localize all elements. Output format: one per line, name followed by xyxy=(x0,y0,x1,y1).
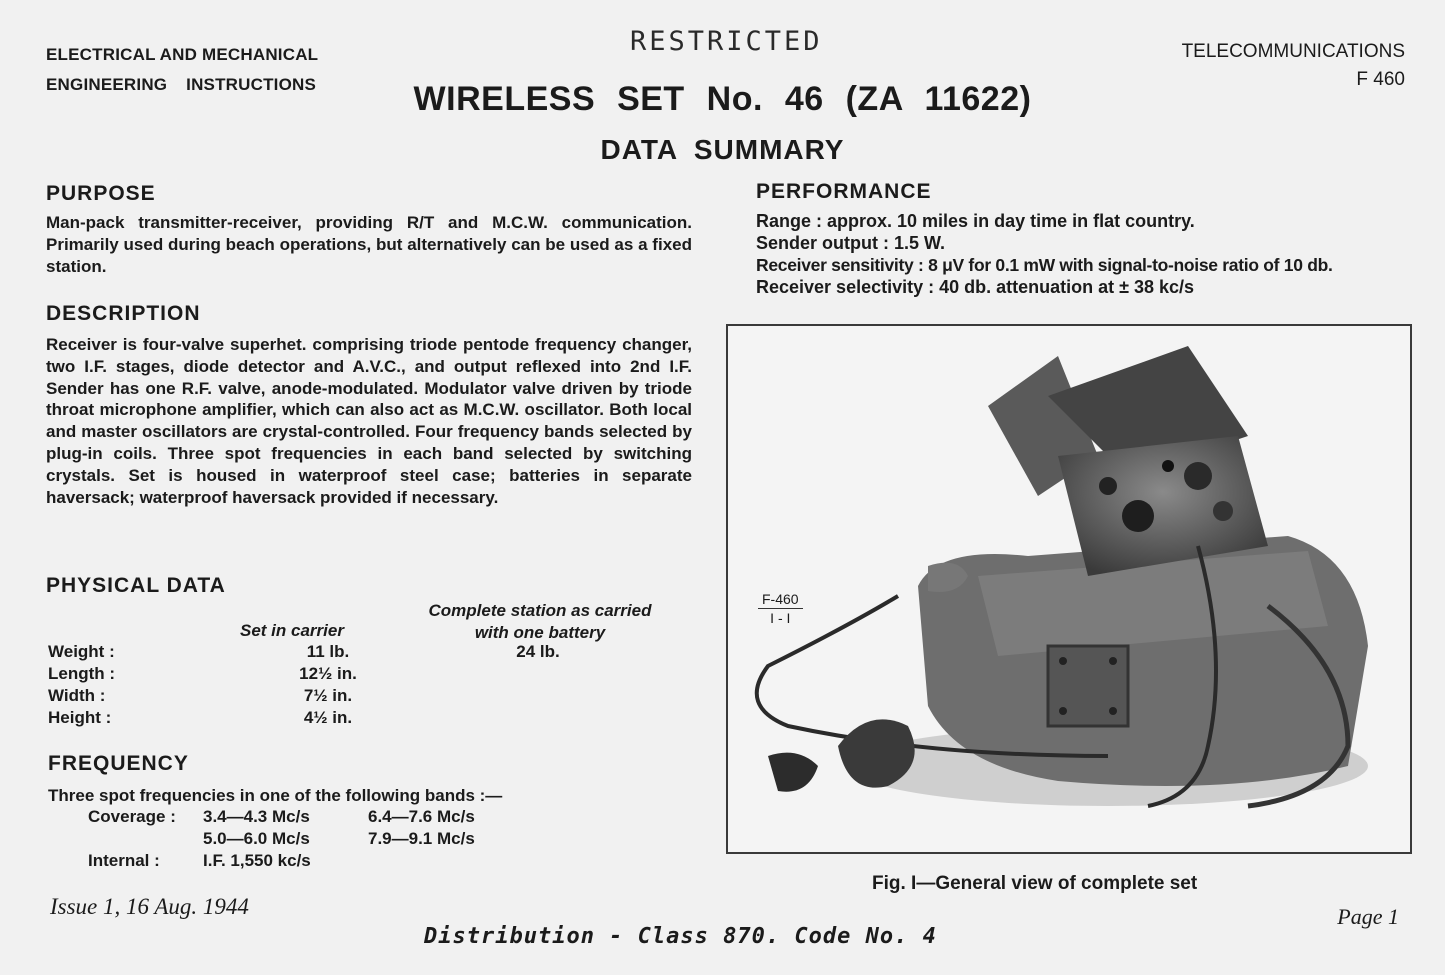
performance-heading: PERFORMANCE xyxy=(756,180,932,203)
document-title: WIRELESS SET No. 46 (ZA 11622) xyxy=(413,80,1032,118)
complete-station-header-line2: with one battery xyxy=(474,623,606,642)
frequency-heading: FREQUENCY xyxy=(48,752,189,775)
performance-section xyxy=(756,180,1416,298)
category-heading xyxy=(1182,38,1405,94)
physical-table xyxy=(48,642,648,730)
table-row xyxy=(48,664,648,686)
description-heading: DESCRIPTION xyxy=(46,302,201,325)
physical-heading: PHYSICAL DATA xyxy=(46,574,226,597)
table-row xyxy=(48,708,648,730)
figure-ref-top: F-460 xyxy=(758,590,803,609)
selectivity-line: Receiver selectivity : 40 db. attenuation at ± 38 kc/s xyxy=(756,277,1195,297)
internal-value: I.F. 1,550 kc/s xyxy=(203,851,311,870)
restricted-stamp: RESTRICTED xyxy=(630,26,823,57)
band-2: 6.4—7.6 Mc/s xyxy=(368,807,475,826)
internal-label: Internal : xyxy=(88,851,160,870)
row-complete-value xyxy=(428,664,648,686)
row-label: Width : xyxy=(48,686,106,705)
radio-set-photo xyxy=(728,326,1410,852)
figure-ref-bottom: I - I xyxy=(770,610,791,626)
row-complete-value xyxy=(428,686,648,708)
row-label: Weight : xyxy=(48,642,115,661)
figure-photo xyxy=(726,324,1412,854)
row-set-value: 12½ in. xyxy=(299,664,357,683)
frequency-intro: Three spot frequencies in one of the following bands :— xyxy=(48,786,503,805)
row-complete-value xyxy=(428,708,648,730)
distribution-line: Distribution - Class 870. Code No. 4 xyxy=(424,924,937,949)
document-subtitle: DATA SUMMARY xyxy=(600,134,845,165)
row-label: Height : xyxy=(48,708,112,727)
complete-station-header-line1: Complete station as carried xyxy=(428,601,652,620)
sensitivity-line: Receiver sensitivity : 8 μV for 0.1 mW with signal-to-noise ratio of 10 db. xyxy=(756,255,1333,275)
row-set-value: 11 lb. xyxy=(306,642,350,661)
figure-caption: Fig. I—General view of complete set xyxy=(872,873,1198,894)
band-4: 7.9—9.1 Mc/s xyxy=(368,829,475,848)
category-label: TELECOMMUNICATIONS xyxy=(1181,41,1405,62)
category-code: F 460 xyxy=(1356,69,1405,90)
range-line: Range : approx. 10 miles in day time in flat country. xyxy=(756,211,1195,231)
table-row xyxy=(48,686,648,708)
series-heading-line1: ELECTRICAL AND MECHANICAL xyxy=(46,45,319,64)
row-label: Length : xyxy=(48,664,116,683)
purpose-heading: PURPOSE xyxy=(46,182,156,205)
page-number: Page 1 xyxy=(1337,904,1399,929)
row-complete-value: 24 lb. xyxy=(516,642,560,661)
band-1: 3.4—4.3 Mc/s xyxy=(203,807,310,826)
purpose-text: Man-pack transmitter-receiver, providing R/T and M.C.W. communication. Primarily used during beach operations, but alternatively can be used as a fixed station. xyxy=(46,213,692,276)
description-section xyxy=(46,302,692,508)
row-set-value: 7½ in. xyxy=(303,686,353,705)
description-text: Receiver is four-valve superhet. comprising triode pentode frequency changer, two I.F. stages, diode detector and A.V.C., and output reflexed into 2nd I.F. Sender has one R.F. valve, anode-modulated. Modulator valve driven by triode throat microphone amplifier, which can also act as M.C.W. oscillator. Both local and master oscillators are crystal-controlled. Four frequency bands selected by plug-in coils. Three spot frequencies in each band selected by switching crystals. Set is housed in waterproof steel case; batteries in separate haversack; waterproof haversack provided if necessary. xyxy=(46,335,692,507)
sender-output-line: Sender output : 1.5 W. xyxy=(756,233,946,253)
set-in-carrier-header: Set in carrier xyxy=(240,621,344,640)
complete-station-header xyxy=(380,600,700,644)
band-3: 5.0—6.0 Mc/s xyxy=(203,829,310,848)
figure-reference xyxy=(758,590,803,627)
row-set-value: 4½ in. xyxy=(303,708,353,727)
issue-date: Issue 1, 16 Aug. 1944 xyxy=(50,894,249,919)
series-heading-line2: ENGINEERING INSTRUCTIONS xyxy=(46,75,317,94)
table-row xyxy=(48,642,648,664)
purpose-section xyxy=(46,182,692,277)
coverage-label: Coverage : xyxy=(88,807,176,826)
